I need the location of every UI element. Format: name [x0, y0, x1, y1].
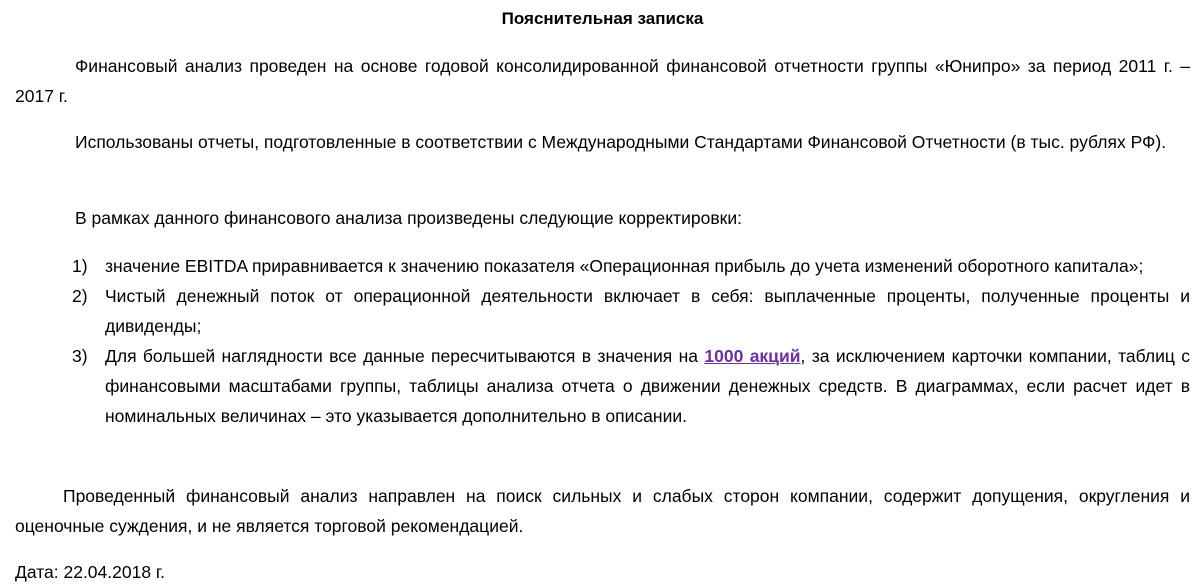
- document-date: Дата: 22.04.2018 г.: [15, 562, 166, 582]
- list-item-number: 3): [72, 346, 88, 366]
- document-title: Пояснительная записка: [501, 9, 704, 28]
- list-item-text: значение EBITDA приравнивается к значению показателя «Операционная прибыль до учета изменений оборотного капитала»;: [105, 256, 1144, 276]
- list-item: [15, 251, 1190, 281]
- paragraph-adjustments-intro: В рамках данного финансового анализа произведены следующие корректировки:: [75, 208, 742, 228]
- list-item: [15, 281, 1190, 341]
- paragraph-standards: Использованы отчеты, подготовленные в соответствии с Международными Стандартами Финансовой Отчетности (в тыс. рублях РФ).: [75, 132, 1167, 152]
- paragraph-disclaimer: Проведенный финансовый анализ направлен на поиск сильных и слабых сторон компании, содержит допущения, округления и оценочные суждения, и не является торговой рекомендацией.: [15, 486, 1190, 536]
- list-item-text-after-link: , за исключением карточки компании, таблиц с финансовыми масштабами группы, таблицы анализа отчета о движении денежных средств. В диаграммах, если расчет идет в номинальных величинах – это указывается дополнительно в описании.: [105, 346, 1191, 426]
- list-item-number: 2): [72, 286, 88, 306]
- adjustments-list: [15, 251, 1190, 431]
- list-item-text: Чистый денежный поток от операционной деятельности включает в себя: выплаченные проценты, полученные проценты и дивиденды;: [105, 286, 1190, 336]
- shares-link[interactable]: 1000 акций: [704, 346, 801, 366]
- list-item-number: 1): [72, 256, 88, 276]
- document-page: [15, 0, 1191, 582]
- paragraph-source: Финансовый анализ проведен на основе годовой консолидированной финансовой отчетности группы «Юнипро» за период 2011 г. – 2017 г.: [15, 56, 1190, 106]
- list-item: [15, 341, 1190, 431]
- list-item-text-before-link: Для большей наглядности все данные пересчитываются в значения на: [105, 346, 705, 366]
